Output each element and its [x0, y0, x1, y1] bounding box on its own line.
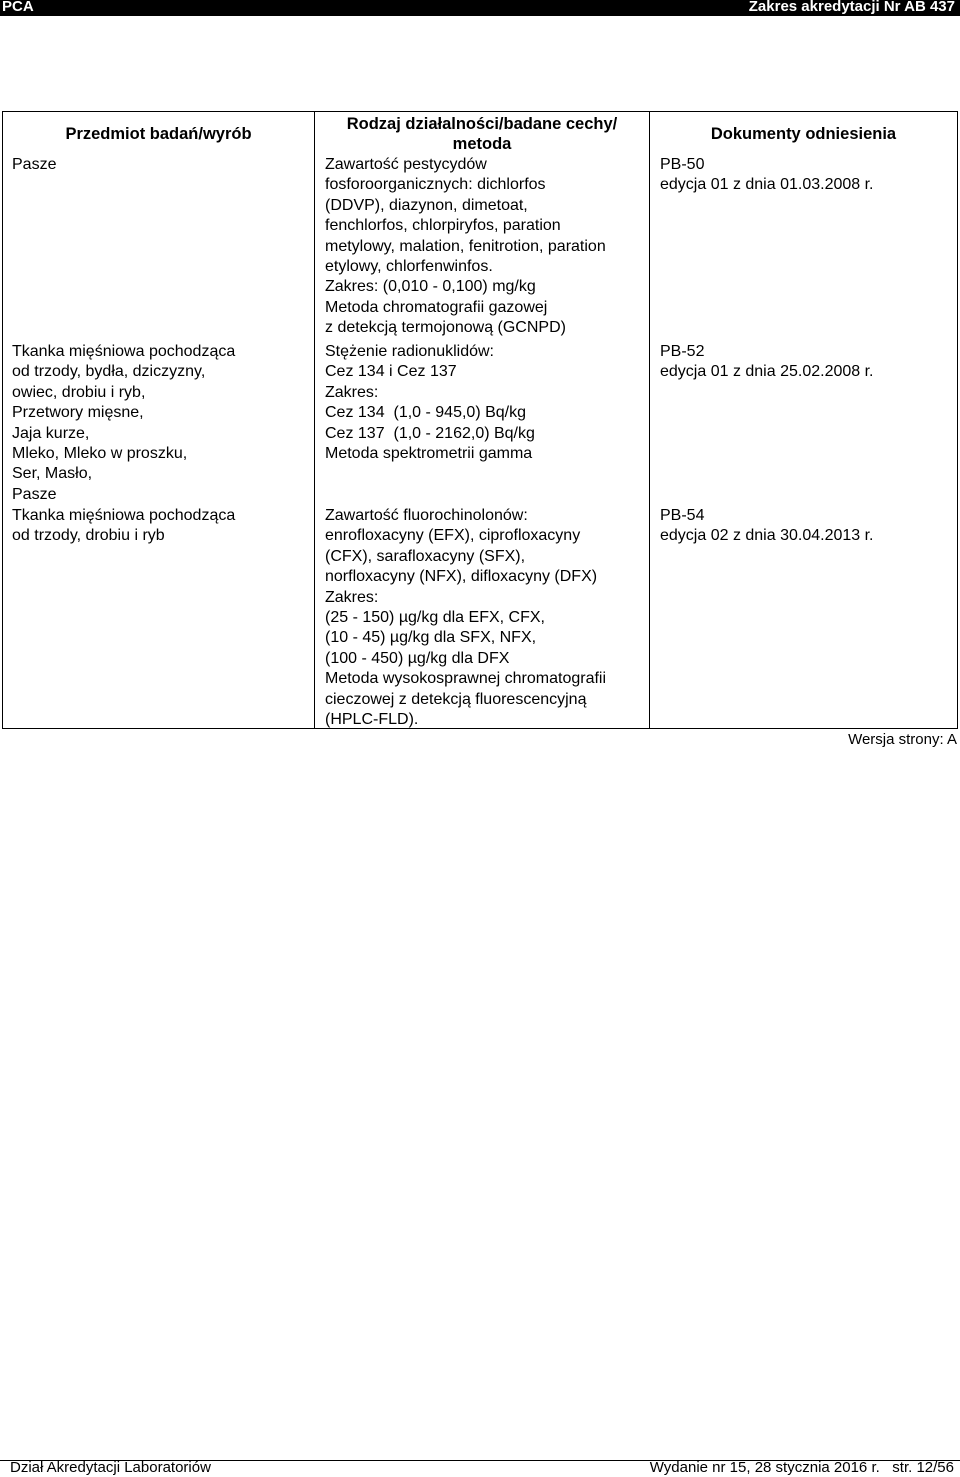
header-document-title: Zakres akredytacji Nr AB 437: [748, 0, 955, 15]
footer-edition-page: Wydanie nr 15, 28 stycznia 2016 r. str. 12/56: [649, 1459, 954, 1476]
table-cell-documents: PB-52 edycja 01 z dnia 25.02.2008 r.: [660, 343, 874, 381]
table-cell-activity: Zawartość fluorochinolonów: enrofloxacyny (EFX), ciprofloxacyny (CFX), sarafloxacyny (SFX), norfloxacyny (NFX), difloxacyny (DFX) Zakres: (25 - 150) µg/kg dla EFX, CFX, (10 - 45) µg/kg dla SFX, NFX, (100 - 450) µg/kg dla DFX Metoda wysokosprawnej chromatografii cieczowej z detekcją fluorescencyjną (HPLC-FLD).: [325, 507, 607, 729]
footer-department: Dział Akredytacji Laboratoriów: [10, 1459, 211, 1476]
column-divider: [649, 111, 650, 729]
table-cell-subject: Tkanka mięśniowa pochodząca od trzody, bydła, dziczyzny, owiec, drobiu i ryb, Przetwory mięsne, Jaja kurze, Mleko, Mleko w proszku, Ser, Masło, Pasze: [12, 343, 236, 503]
column-divider: [314, 111, 315, 729]
page-version-note: Wersja strony: A: [848, 731, 957, 748]
table-cell-documents: PB-54 edycja 02 z dnia 30.04.2013 r.: [660, 507, 874, 545]
header-org: PCA: [2, 0, 34, 15]
table-cell-subject: Tkanka mięśniowa pochodząca od trzody, drobiu i ryb: [12, 507, 236, 545]
table-cell-activity: Stężenie radionuklidów: Cez 134 i Cez 137 Zakres: Cez 134 (1,0 - 945,0) Bq/kg Cez 137 (1,0 - 2162,0) Bq/kg Metoda spektrometrii gamma: [325, 343, 535, 463]
table-cell-documents: PB-50 edycja 01 z dnia 01.03.2008 r.: [660, 156, 874, 194]
column-header-documents: Dokumenty odniesienia: [710, 125, 897, 143]
table-cell-subject: Pasze: [12, 156, 57, 173]
column-header-activity: Rodzaj działalności/badane cechy/ metoda: [346, 115, 618, 153]
column-header-subject: Przedmiot badań/wyrób: [65, 125, 252, 143]
table-cell-activity: Zawartość pestycydów fosforoorganicznych: dichlorfos (DDVP), diazynon, dimetoat, fenchlorfos, chlorpiryfos, paration metylowy, malation, fenitrotion, paration etylowy, chlorfenwinfos. Zakres: (0,010 - 0,100) mg/kg Metoda chromatografii gazowej z detekcją termojonową (GCNPD): [325, 156, 606, 337]
